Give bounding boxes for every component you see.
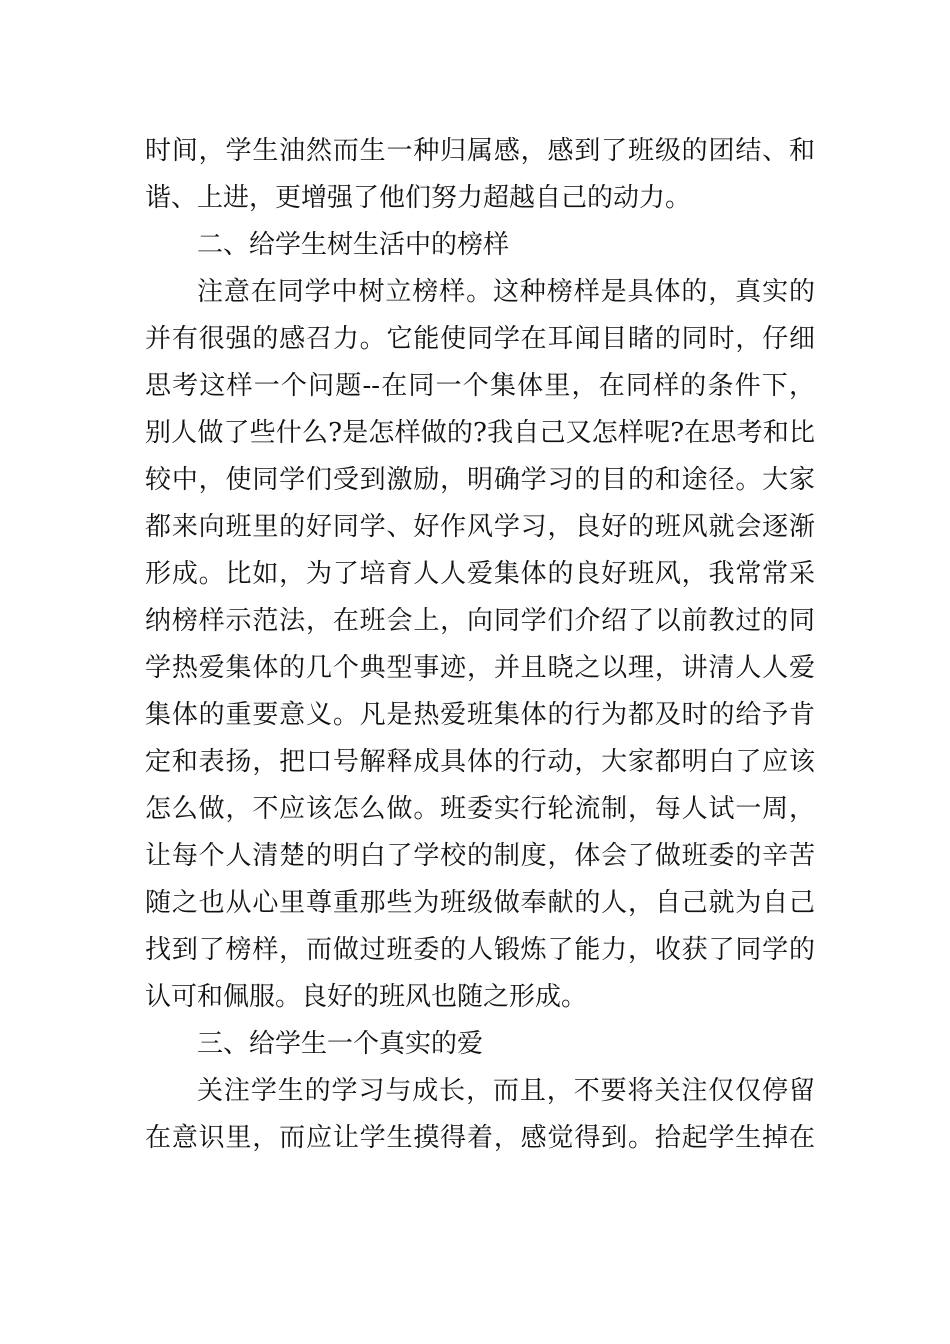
text-line: 思考这样一个问题--在同一个集体里，在同样的条件下，	[145, 371, 815, 401]
text-line: 时间，学生油然而生一种归属感，感到了班级的团结、和	[145, 136, 815, 166]
text-line: 找到了榜样，而做过班委的人锻炼了能力，收获了同学的	[145, 935, 815, 965]
text-line: 认可和佩服。良好的班风也随之形成。	[145, 982, 588, 1012]
paragraph-first-line: 关注学生的学习与成长，而且，不要将关注仅仅停留	[197, 1076, 815, 1106]
text-line: 都来向班里的好同学、好作风学习，良好的班风就会逐渐	[145, 512, 815, 542]
section-heading: 三、给学生一个真实的爱	[197, 1029, 484, 1059]
text-line: 让每个人清楚的明白了学校的制度，体会了做班委的辛苦	[145, 841, 815, 871]
text-line: 随之也从心里尊重那些为班级做奉献的人，自己就为自己	[145, 888, 815, 918]
text-line: 谐、上进，更增强了他们努力超越自己的动力。	[145, 183, 692, 213]
text-line: 定和表扬，把口号解释成具体的行动，大家都明白了应该	[145, 747, 815, 777]
paragraph-first-line: 注意在同学中树立榜样。这种榜样是具体的，真实的	[197, 277, 815, 307]
text-line: 在意识里，而应让学生摸得着，感觉得到。拾起学生掉在	[145, 1123, 815, 1153]
document-body	[145, 128, 815, 1162]
text-line: 较中，使同学们受到激励，明确学习的目的和途径。大家	[145, 465, 815, 495]
text-line: 别人做了些什么?是怎样做的?我自己又怎样呢?在思考和比	[145, 418, 815, 448]
text-line: 学热爱集体的几个典型事迹，并且晓之以理，讲清人人爱	[145, 653, 815, 683]
text-line: 集体的重要意义。凡是热爱班集体的行为都及时的给予肯	[145, 700, 815, 730]
text-line: 怎么做，不应该怎么做。班委实行轮流制，每人试一周，	[145, 794, 815, 824]
text-line: 并有很强的感召力。它能使同学在耳闻目睹的同时，仔细	[145, 324, 815, 354]
text-line: 纳榜样示范法，在班会上，向同学们介绍了以前教过的同	[145, 606, 815, 636]
section-heading: 二、给学生树生活中的榜样	[197, 230, 510, 260]
text-line: 形成。比如，为了培育人人爱集体的良好班风，我常常采	[145, 559, 815, 589]
